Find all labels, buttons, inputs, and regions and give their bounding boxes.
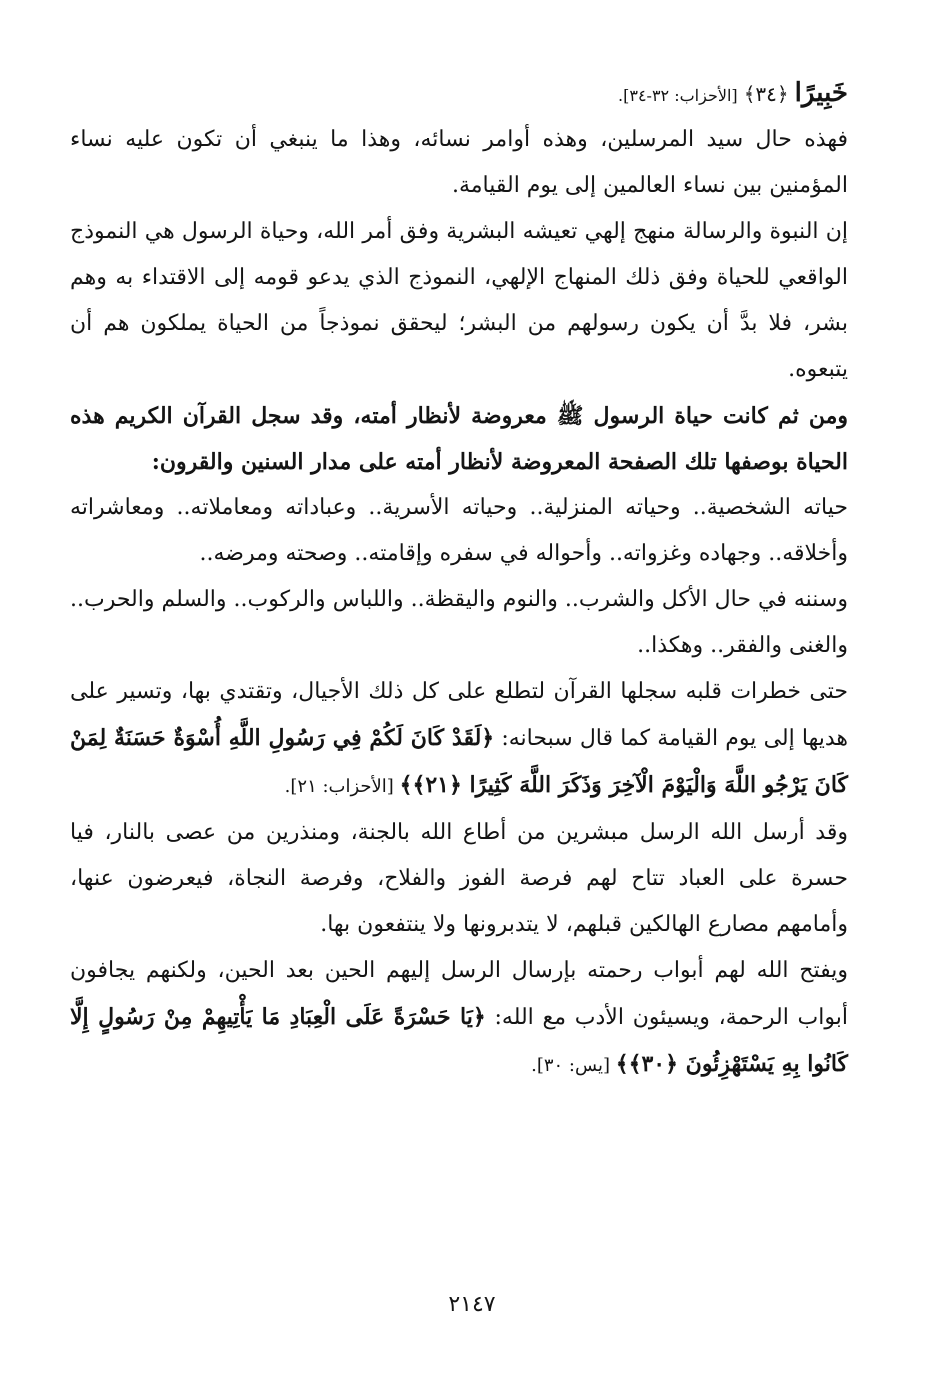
paragraph-3-bold: ومن ثم كانت حياة الرسول ﷺ معروضة لأنظار أمته، وقد سجل القرآن الكريم هذه الحياة بوصفها تلك الصفحة المعروضة لأنظار أمته على مدار السنين والقرون: — [70, 403, 848, 475]
paragraph-5: وسننه في حال الأكل والشرب.. والنوم واليقظة.. واللباس والركوب.. والسلم والحرب.. والغنى والفقر.. وهكذا.. — [70, 587, 848, 658]
verse-end-word: خَبِيرًا — [794, 78, 848, 108]
paragraph-4: حياته الشخصية.. وحياته المنزلية.. وحياته الأسرية.. وعباداته ومعاملاته.. ومعاشراته وأخلاقه.. وجهاده وغزواته.. وأحواله في سفره وإقامته.. وصحته ومرضه.. — [70, 495, 848, 566]
book-page — [70, 74, 848, 1089]
paragraph-8-text: ويفتح الله لهم أبواب رحمته بإرسال الرسل إليهم الحين بعد الحين، ولكنهم يجافون أبواب الرحمة، ويسيئون الأدب مع الله: — [70, 958, 848, 1030]
verse-number-marker: ﴿٣٤﴾ — [743, 82, 789, 106]
paragraph-1: فهذه حال سيد المرسلين، وهذه أوامر نسائه، وهذا ما ينبغي أن تكون عليه نساء المؤمنين بين نساء العالمين إلى يوم القيامة. — [70, 127, 848, 198]
paragraph-6 — [70, 669, 848, 810]
quran-reference-yasin-30: [يس: ٣٠]. — [531, 1055, 616, 1076]
paragraph-8 — [70, 948, 848, 1089]
quran-verse-yasin-30: ﴿يَا حَسْرَةً عَلَى الْعِبَادِ مَا يَأْتِيهِمْ مِنْ رَسُولٍ إِلَّا كَانُوا بِهِ يَسْتَهْزِئُونَ ﴿٣٠﴾﴾ — [70, 1004, 848, 1077]
verse-continuation-line — [70, 74, 848, 115]
paragraph-2: إن النبوة والرسالة منهج إلهي تعيشه البشرية وفق أمر الله، وحياة الرسول هي النموذج الواقعي للحياة وفق ذلك المنهاج الإلهي، النموذج الذي يدعو قومه إلى الاقتداء به وهم بشر، فلا بدَّ أن يكون رسولهم من البشر؛ ليحقق نموذجاً من الحياة يملكون هم أن يتبعوه. — [70, 219, 848, 382]
paragraph-6-text: حتى خطرات قلبه سجلها القرآن لتطلع على كل ذلك الأجيال، وتقتدي بها، وتسير على هديها إلى يوم القيامة كما قال سبحانه: — [70, 679, 848, 751]
paragraph-7: وقد أرسل الله الرسل مبشرين من أطاع الله بالجنة، ومنذرين من عصى بالنار، فيا حسرة على العباد تتاح لهم فرصة الفوز والفلاح، وفرصة النجاة، فيعرضون عنها، وأمامهم مصارع الهالكين قبلهم، لا يتدبرونها ولا ينتفعون بها. — [70, 820, 848, 937]
verse-reference: [الأحزاب: ٣٢-٣٤]. — [618, 86, 738, 105]
quran-verse-ahzab-21: ﴿لَقَدْ كَانَ لَكُمْ فِي رَسُولِ اللَّهِ أُسْوَةٌ حَسَنَةٌ لِمَنْ كَانَ يَرْجُو اللَّهَ وَالْيَوْمَ الْآخِرَ وَذَكَرَ اللَّهَ كَثِيرًا ﴿٢١﴾﴾ — [70, 725, 848, 798]
page-number: ٢١٤٧ — [448, 1292, 496, 1317]
quran-reference-ahzab-21: [الأحزاب: ٢١]. — [284, 776, 400, 797]
